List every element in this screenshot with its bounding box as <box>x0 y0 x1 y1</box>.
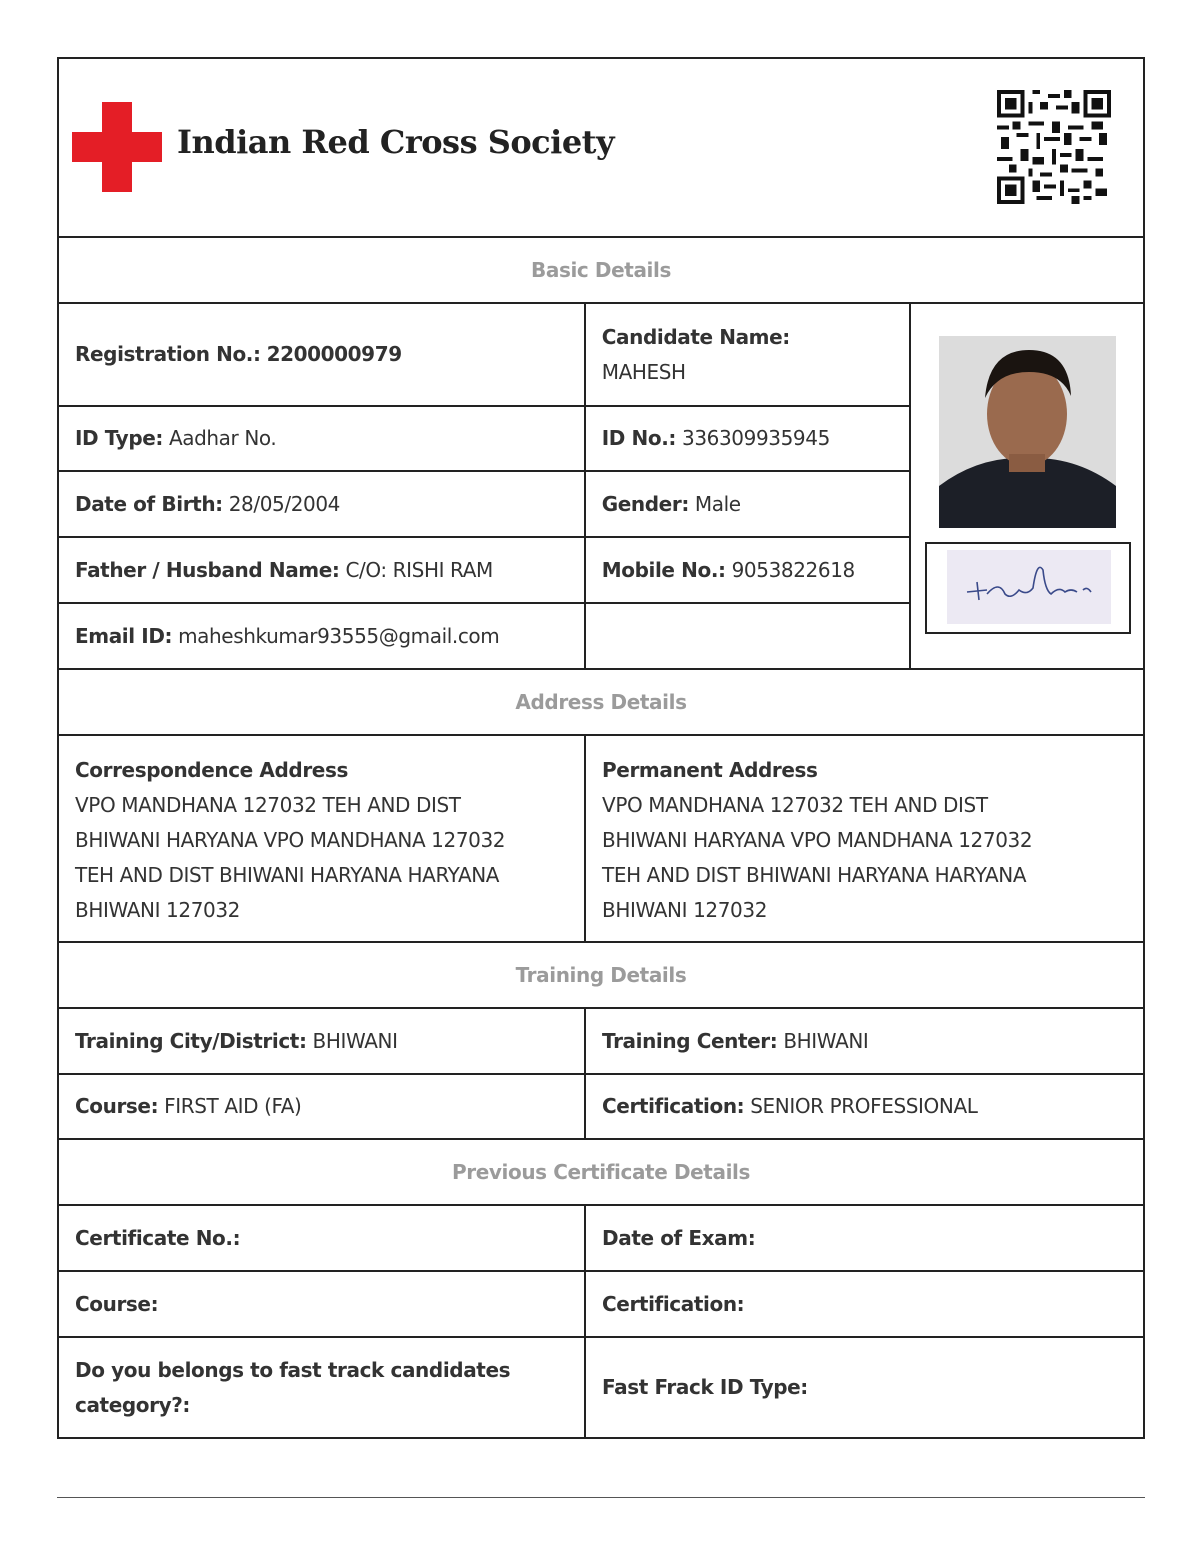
qr-code-icon <box>997 90 1111 204</box>
candidate-name-field: Candidate Name: MAHESH <box>601 324 790 384</box>
id-type-field: ID Type: Aadhar No. <box>59 407 586 470</box>
previous-course-field: Course: <box>59 1272 586 1336</box>
email-field: Email ID: maheshkumar93555@gmail.com <box>59 604 586 668</box>
empty-cell <box>586 604 909 668</box>
registration-form <box>57 57 1145 1439</box>
photo-signature-panel <box>911 304 1143 668</box>
section-training-details: Training Details <box>515 962 687 987</box>
permanent-address: Permanent Address VPO MANDHANA 127032 TEH AND DIST BHIWANI HARYANA VPO MANDHANA 127032 TEH AND DIST BHIWANI HARYANA HARYANA BHIWANI 127032 <box>602 758 1033 922</box>
id-no-field: ID No.: 336309935945 <box>601 426 830 450</box>
form-header <box>59 59 1143 236</box>
basic-details-grid <box>59 302 1143 668</box>
course-field: Course: FIRST AID (FA) <box>59 1075 586 1138</box>
training-center-field: Training Center: BHIWANI <box>602 1028 869 1053</box>
section-basic-details: Basic Details <box>531 257 671 282</box>
certification-field: Certification: SENIOR PROFESSIONAL <box>602 1094 978 1118</box>
previous-certification-field: Certification: <box>602 1291 745 1316</box>
org-name: Indian Red Cross Society <box>177 123 615 161</box>
red-cross-logo-icon <box>72 102 162 192</box>
mobile-no-field: Mobile No.: 9053822618 <box>601 557 855 582</box>
section-previous-certificate-details: Previous Certificate Details <box>452 1159 750 1184</box>
candidate-photo <box>939 336 1116 528</box>
candidate-signature <box>947 550 1111 624</box>
father-husband-name-field: Father / Husband Name: C/O: RISHI RAM <box>59 538 586 602</box>
registration-no-field: Registration No.: 2200000979 <box>59 304 586 405</box>
certificate-no-field: Certificate No.: <box>59 1206 586 1270</box>
date-of-exam-field: Date of Exam: <box>602 1225 756 1250</box>
gender-field: Gender: Male <box>601 491 741 516</box>
dob-field: Date of Birth: 28/05/2004 <box>59 472 586 536</box>
signature-box <box>925 542 1131 634</box>
training-city-field: Training City/District: BHIWANI <box>59 1009 586 1073</box>
correspondence-address: Correspondence Address VPO MANDHANA 127032 TEH AND DIST BHIWANI HARYANA VPO MANDHANA 127032 TEH AND DIST BHIWANI HARYANA HARYANA BHIWANI 127032 <box>59 736 586 941</box>
fast-track-category-field: Do you belongs to fast track candidates category?: <box>59 1338 586 1437</box>
footer-divider <box>57 1497 1145 1498</box>
section-address-details: Address Details <box>515 689 687 714</box>
fast-track-id-type-field: Fast Frack ID Type: <box>602 1375 808 1399</box>
